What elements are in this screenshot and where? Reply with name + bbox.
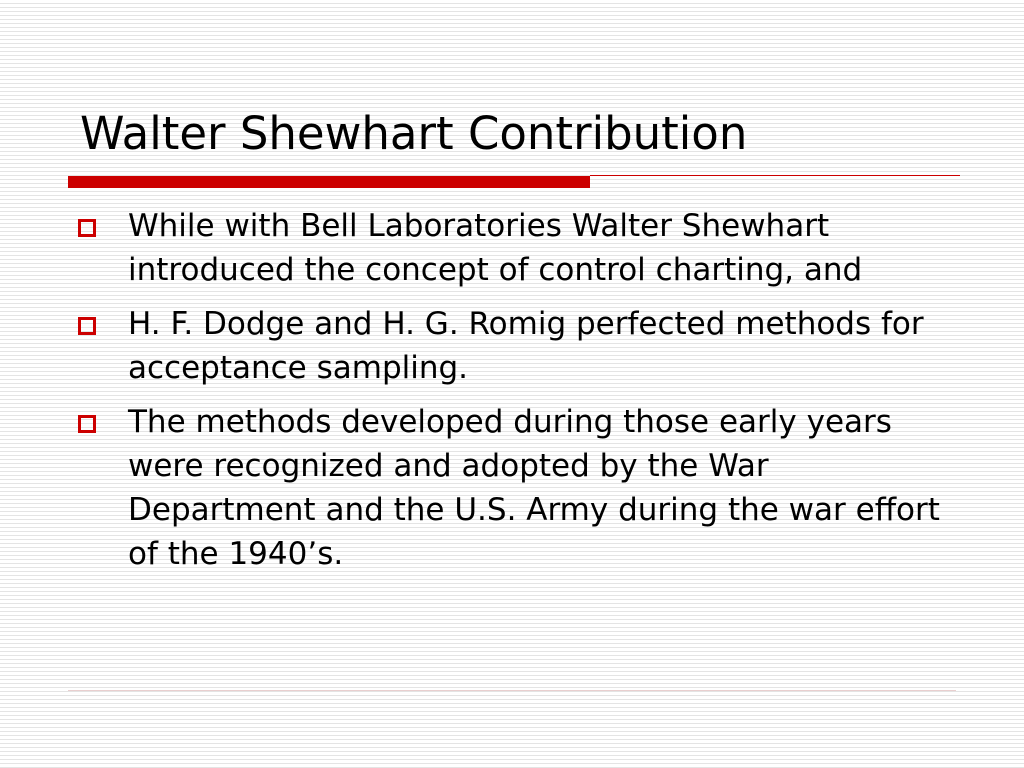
bullet-item (76, 400, 956, 576)
bullet-text: While with Bell Laboratories Walter Shewhart introduced the concept of control charting, and (128, 208, 863, 288)
bullet-text: The methods developed during those early years were recognized and adopted by the War Department and the U.S. Army during the war effort of the 1940’s. (128, 404, 940, 572)
bullet-list (76, 204, 956, 586)
bullet-item (76, 302, 956, 390)
footer-divider (68, 690, 956, 691)
slide-title: Walter Shewhart Contribution (80, 107, 748, 160)
bullet-item (76, 204, 956, 292)
hollow-square-bullet-icon (78, 317, 96, 335)
hollow-square-bullet-icon (78, 219, 96, 237)
hollow-square-bullet-icon (78, 415, 96, 433)
title-underline-thin (590, 175, 960, 176)
title-underline-thick (68, 176, 590, 188)
bullet-text: H. F. Dodge and H. G. Romig perfected methods for acceptance sampling. (128, 306, 924, 386)
